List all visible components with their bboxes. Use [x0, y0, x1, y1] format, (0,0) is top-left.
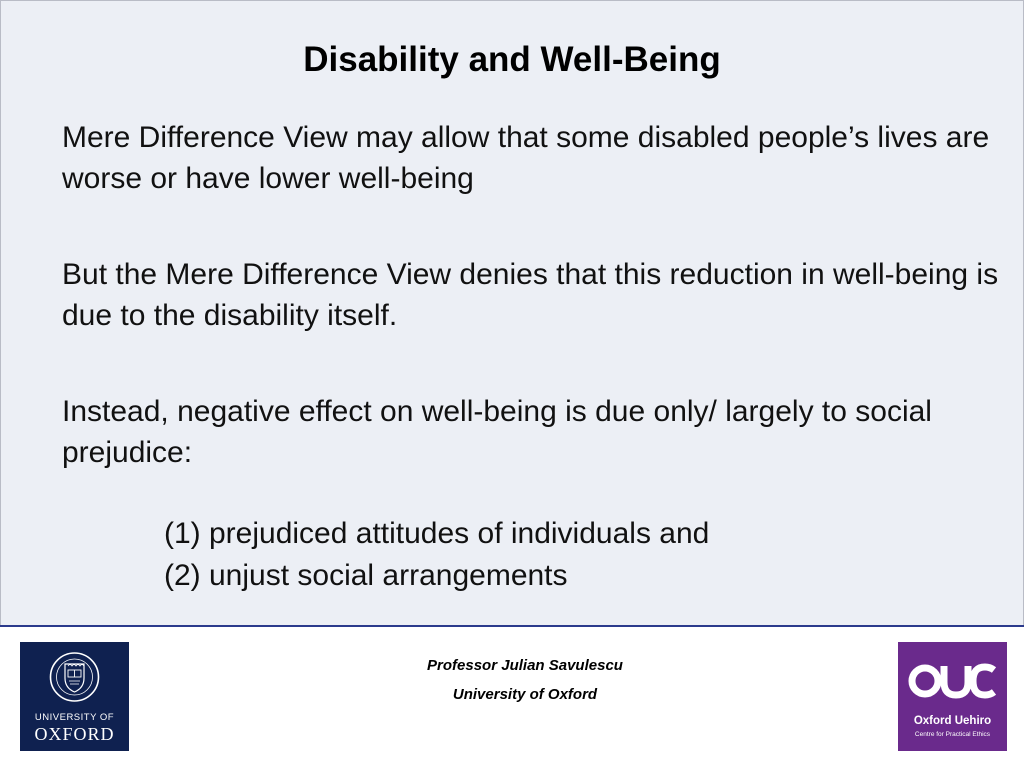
slide-title: Disability and Well-Being [303, 40, 721, 79]
uehiro-logo-name: Oxford Uehiro [913, 715, 992, 727]
oxford-crest-icon [49, 650, 100, 708]
footer-divider [0, 625, 1024, 627]
oxford-logo-line2: OXFORD [34, 724, 115, 744]
list-item: (2) unjust social arrangements [164, 559, 568, 592]
paragraph-2: But the Mere Difference View denies that this reduction in well-being is due to the disability itself. [62, 258, 999, 332]
footer-institution: University of Oxford [452, 686, 598, 703]
uehiro-logo-subtitle: Centre for Practical Ethics [914, 731, 991, 738]
oxford-logo-line1: UNIVERSITY OF [34, 712, 115, 723]
paragraph-1: Mere Difference View may allow that some disabled people’s lives are worse or have lower well-being [62, 121, 990, 195]
oxford-logo [20, 642, 129, 751]
list-item: (1) prejudiced attitudes of individuals and [164, 517, 710, 550]
uehiro-mark-icon [906, 656, 999, 708]
uehiro-logo [898, 642, 1007, 751]
paragraph-3: Instead, negative effect on well-being is due only/ largely to social prejudice: [62, 395, 932, 469]
footer-author: Professor Julian Savulescu [427, 657, 623, 674]
numbered-list [164, 513, 964, 597]
